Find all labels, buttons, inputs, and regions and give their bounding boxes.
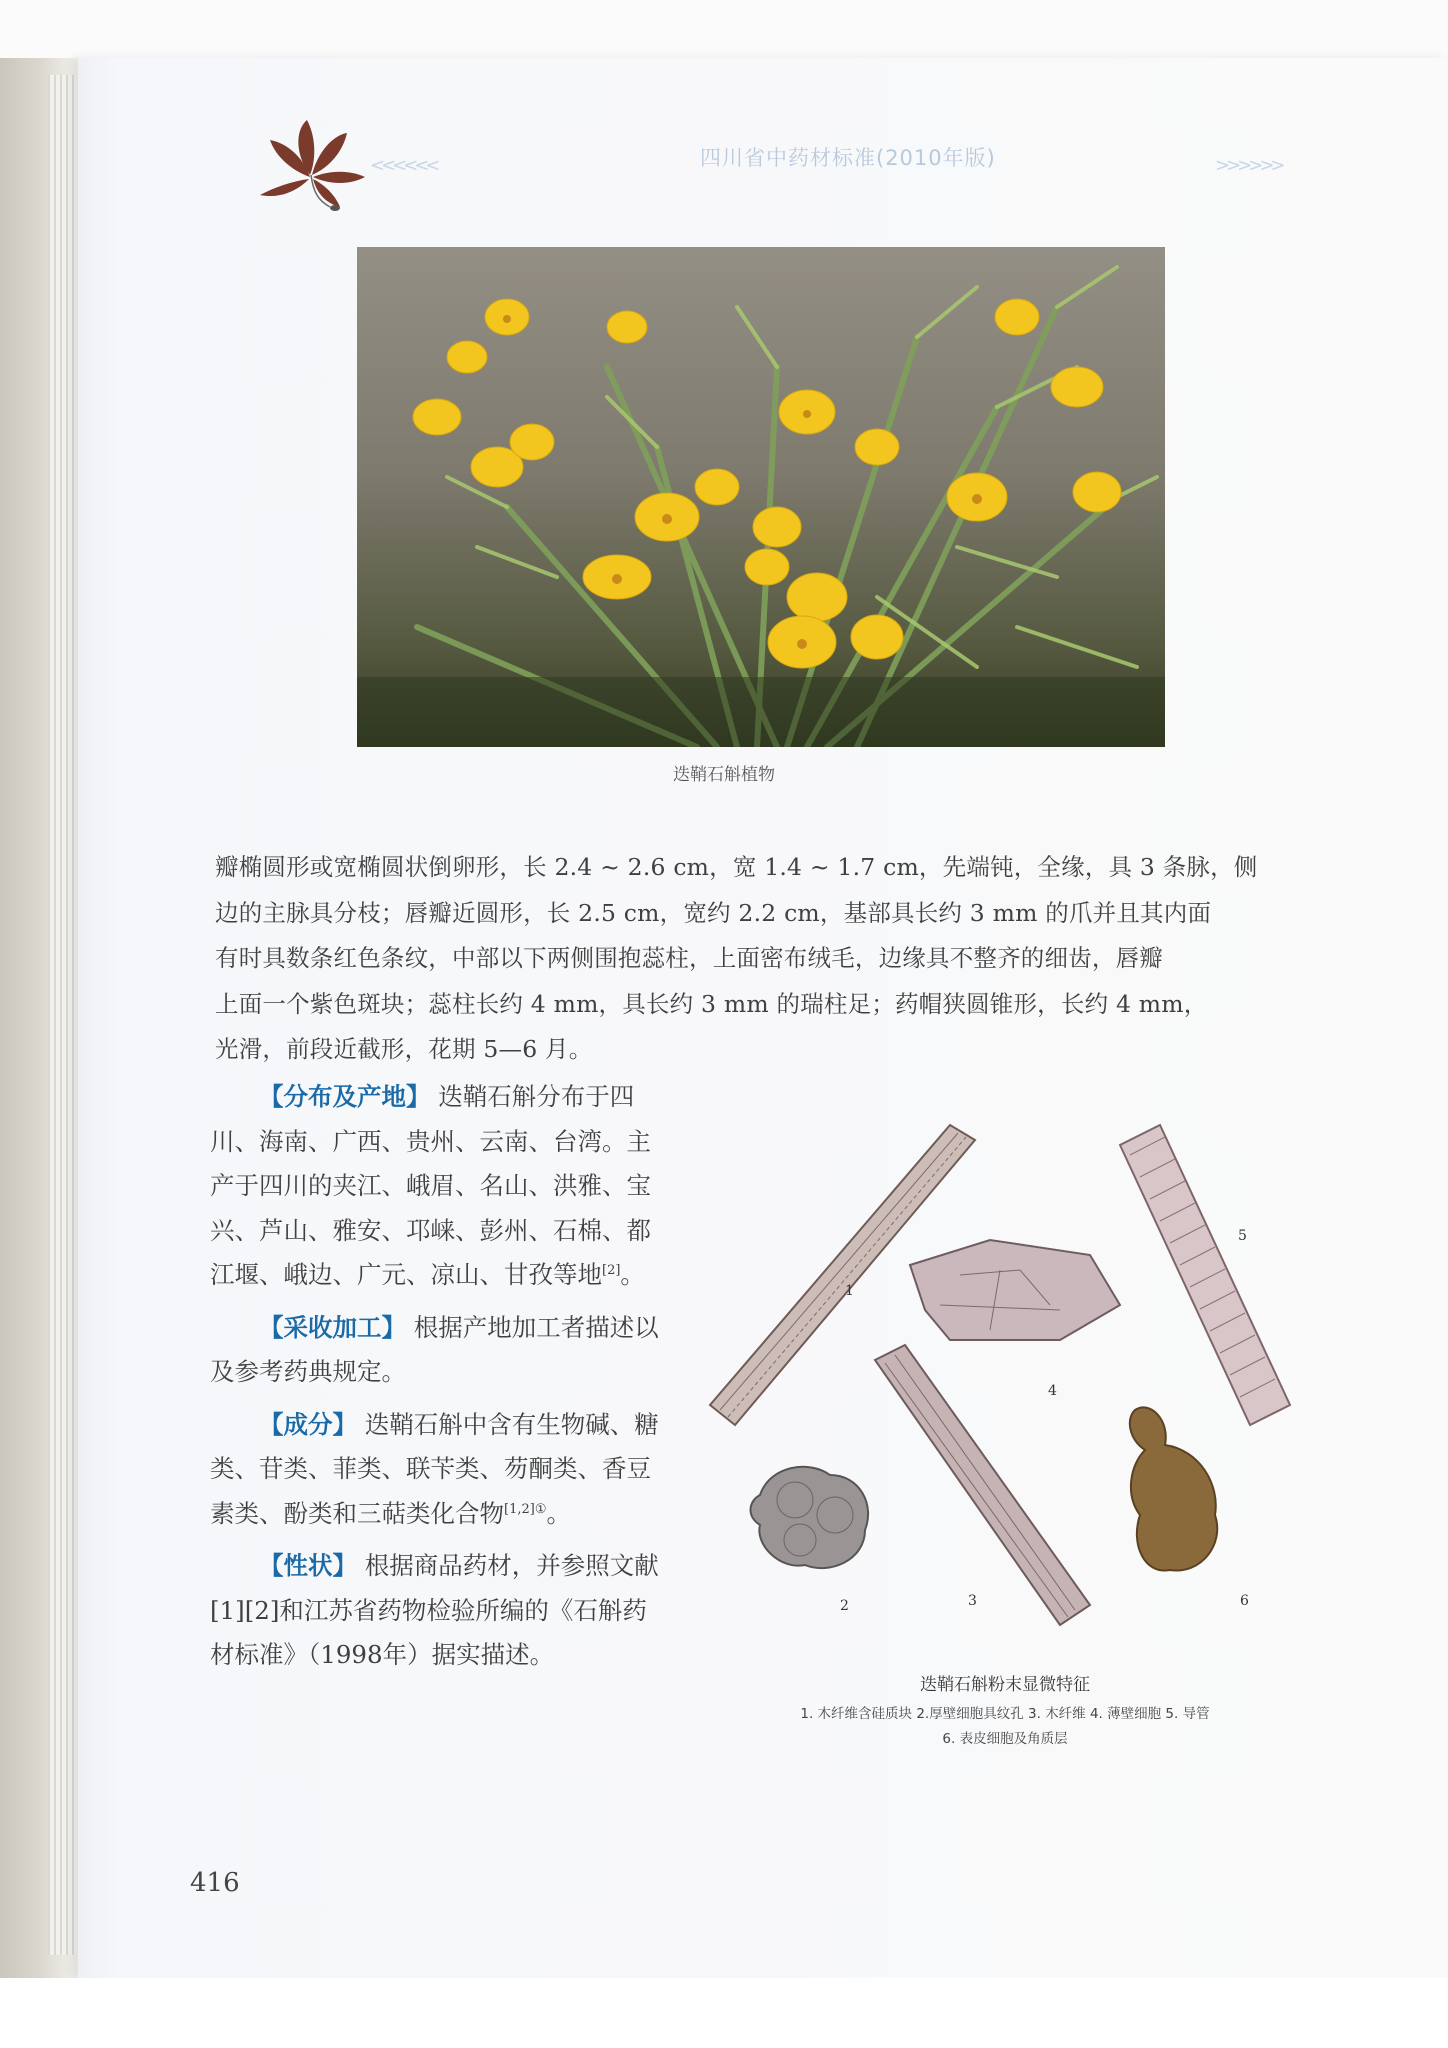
sections-column [210, 1075, 670, 1686]
figure-label-6: 6 [1240, 1593, 1249, 1609]
section-end: 。 [620, 1260, 645, 1289]
paragraph-line: 瓣椭圆形或宽椭圆状倒卵形，长 2.4 ~ 2.6 cm，宽 1.4 ~ 1.7 cm，先端钝，全缘，具 3 条脉，侧 [215, 853, 1258, 881]
figure-label-1: 1 [845, 1283, 854, 1299]
section-heading: 【采收加工】 [259, 1312, 406, 1342]
paragraph-line: 上面一个紫色斑块；蕊柱长约 4 mm，具长约 3 mm 的瑞柱足；药帽狭圆锥形，长约 4 mm， [215, 989, 1208, 1018]
figure-label-2: 2 [840, 1598, 849, 1614]
bottom-margin [0, 1978, 1448, 2048]
top-margin [0, 0, 1448, 58]
section-text: 根据商品药材，并参照文献[1][2]和江苏省药物检验所编的《石斛药材标准》（1998年）据实描述。 [210, 1551, 659, 1669]
citation: [2] [602, 1262, 621, 1278]
wood-fibers-illustration [875, 1345, 1090, 1625]
section-text: 根据产地加工者描述以及参考药典规定。 [210, 1312, 659, 1386]
section-heading: 【性状】 [259, 1551, 357, 1580]
citation: [1,2]① [504, 1501, 547, 1517]
section-text: 迭鞘石斛中含有生物碱、糖类、苷类、菲类、联苄类、芴酮类、香豆素类、酚类和三萜类化合物 [210, 1409, 659, 1528]
figure-label-3: 3 [968, 1593, 977, 1609]
section-distribution [210, 1075, 670, 1298]
section-heading: 【分布及产地】 [259, 1082, 431, 1111]
microscopy-caption-legend: 1. 木纤维含硅质块 2.厚壁细胞具纹孔 3. 木纤维 4. 薄壁细胞 5. 导管 [800, 1706, 1210, 1722]
page-number: 416 [190, 1868, 240, 1898]
running-head: 四川省中药材标准(2010年版) [700, 146, 996, 170]
section-processing [210, 1306, 670, 1395]
microscopy-caption-legend: 6. 表皮细胞及角质层 [942, 1731, 1068, 1747]
section-components [210, 1403, 670, 1537]
figure-label-5: 5 [1238, 1228, 1247, 1244]
paragraph-line: 光滑，前段近截形，花期 5—6 月。 [215, 1035, 593, 1063]
powder-microscopy-figure [700, 1105, 1310, 1665]
paragraph-line: 边的主脉具分枝；唇瓣近圆形，长 2.5 cm，宽约 2.2 cm，基部具长约 3 mm 的爪并且其内面 [215, 898, 1212, 927]
section-end: 。 [546, 1498, 571, 1528]
microscopy-caption-title: 迭鞘石斛粉末显微特征 [920, 1675, 1090, 1695]
photo-caption: 迭鞘石斛植物 [673, 765, 775, 785]
section-heading: 【成分】 [259, 1409, 357, 1439]
orchid-plant-photo [357, 247, 1165, 747]
epidermis-illustration [1130, 1407, 1217, 1570]
vessel-illustration [1120, 1125, 1290, 1425]
section-characteristics [210, 1544, 670, 1678]
description-paragraph [215, 845, 1330, 1073]
chevron-decoration-left: <<<<<< [370, 155, 437, 176]
paragraph-line: 有时具数条红色条纹，中部以下两侧围抱蕊柱，上面密布绒毛，边缘具不整齐的细齿，唇瓣 [215, 944, 1163, 972]
chevron-decoration-right: >>>>>> [1215, 155, 1282, 176]
parenchyma-cells-illustration [910, 1240, 1120, 1340]
thick-walled-cells-illustration [751, 1467, 869, 1568]
section-text: 迭鞘石斛分布于四川、海南、广西、贵州、云南、台湾。主产于四川的夹江、峨眉、名山、洪雅、宝兴、芦山、雅安、邛崃、彭州、石棉、都江堰、峨边、广元、凉山、甘孜等地 [210, 1082, 651, 1289]
figure-label-4: 4 [1048, 1383, 1057, 1399]
leaf-logo-icon [255, 115, 375, 215]
